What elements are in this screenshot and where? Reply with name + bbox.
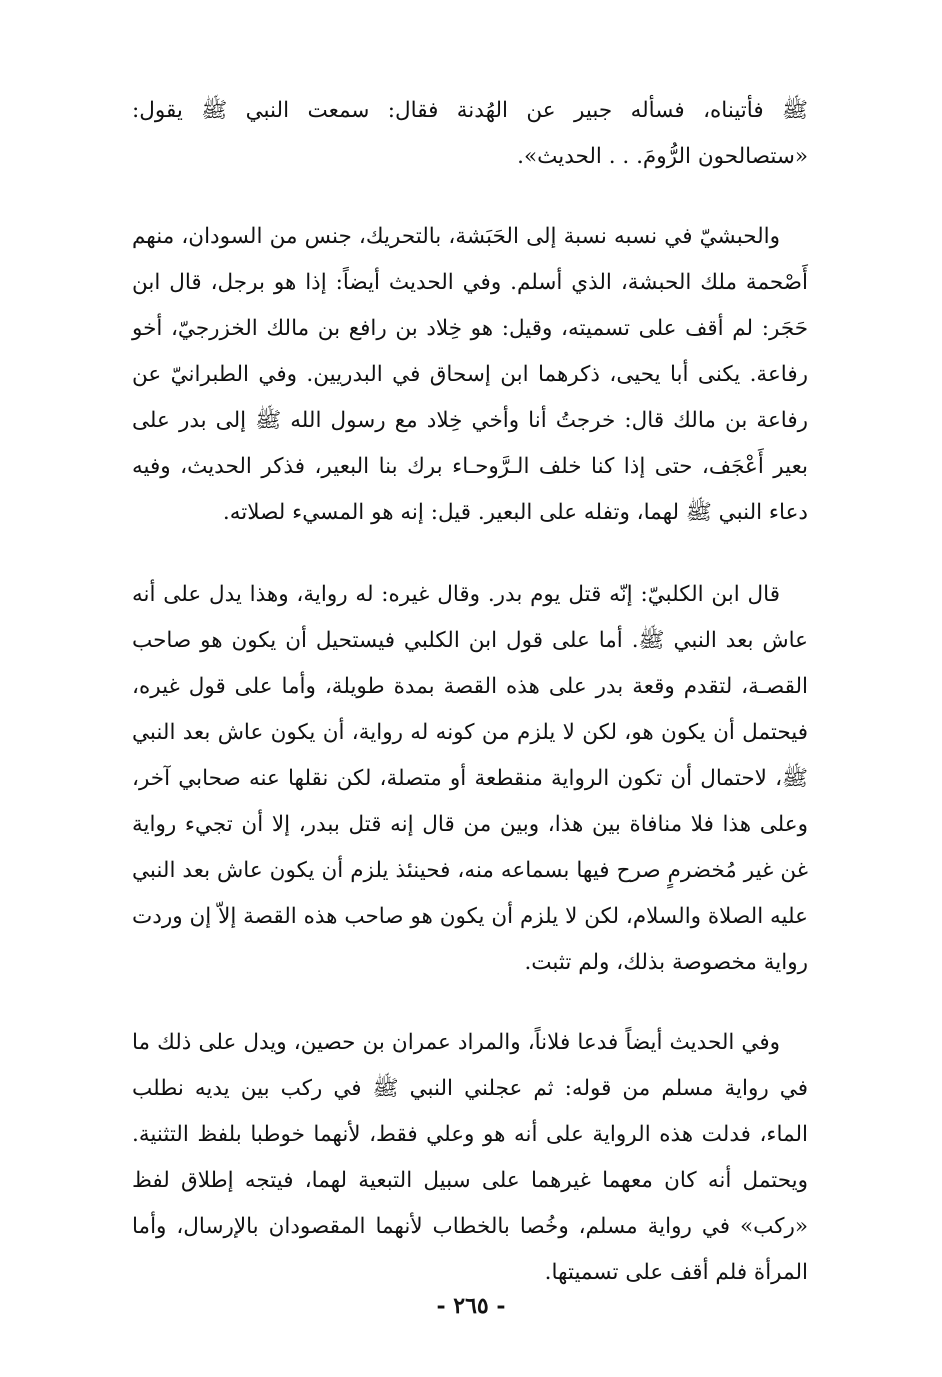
paragraph-ibn-kalbi: قال ابن الكلبيّ: إنّه قتل يوم بدر. وقال غيره: له رواية، وهذا يدل على أنه عاش بعد النبي ﷺ. أما على قول ابن الكلبي فيستحيل أن يكون هو صاحب القصـة، لتقدم وقعة بدر على هذه القصة بمدة طويلة، وأما على قول غيره، فيحتمل أن يكون هو، لكن لا يلزم من كونه له رواية، أن يكون عاش بعد النبي ﷺ، لاحتمال أن تكون الرواية منقطعة أو متصلة، لكن نقلها عنه صحابي آخر، وعلى هذا فلا منافاة بين هذا، وبين من قال إنه قتل ببدر، إلا أن تجيء رواية غن غير مُخضرمٍ صرح فيها بسماعه منه، فحينئذ يلزم أن يكون عاش بعد النبي عليه الصلاة والسلام، لكن لا يلزم أن يكون هو صاحب هذه القصة إلاّ إن وردت رواية مخصوصة بذلك، ولم تثبت.	[132, 582, 808, 975]
paragraph-spacer	[132, 986, 808, 1020]
paragraph-continuation: ﷺ فأتيناه، فسأله جبير عن الهُدنة فقال: سمعت النبي ﷺ يقول: «ستصالحون الرُّومَ. . . الحديث».	[132, 98, 808, 169]
paragraph-habashi: والحبشيّ في نسبه نسبة إلى الحَبَشة، بالتحريك، جنس من السودان، منهم أَصْحمة ملك الحبشة، الذي أسلم. وفي الحديث أيضاً: إذا هو برجل، قال ابن حَجَر: لم أقف على تسميته، وقيل: هو خِلاد بن رافع بن مالك الخزرجيّ، أخو رفاعة. يكنى أبا يحيى، ذكرهما ابن إسحاق في البدريين. وفي الطبرانيّ عن رفاعة بن مالك قال: خرجتُ أنا وأخي خِلاد مع رسول الله ﷺ إلى بدر على بعير أَعْجَف، حتى إذا كنا خلف الـرَّوحـاء برك بنا البعير، فذكر الحديث، وفيه دعاء النبي ﷺ لهما، وتفله على البعير. قيل: إنه هو المسيء لصلاته.	[132, 224, 808, 525]
paragraph-hadith: وفي الحديث أيضاً فدعا فلاناً، والمراد عمران بن حصين، ويدل على ذلك ما في رواية مسلم من قوله: ثم عجلني النبي ﷺ في ركب بين يديه نطلب الماء، فدلت هذه الرواية على أنه هو وعلي فقط، لأنهما خوطبا بلفظ التثنية. ويحتمل أنه كان معهما غيرهما على سبيل التبعية لهما، فيتجه إطلاق لفظ «ركب» في رواية مسلم، وخُصا بالخطاب لأنهما المقصودان بالإرسال، وأما المرأة فلم أقف على تسميتها.	[132, 1030, 808, 1285]
paragraph-spacer	[132, 180, 808, 214]
page-body	[132, 88, 808, 1296]
page-number: - ٢٦٥ -	[436, 1293, 506, 1319]
paragraph-spacer	[132, 536, 808, 572]
